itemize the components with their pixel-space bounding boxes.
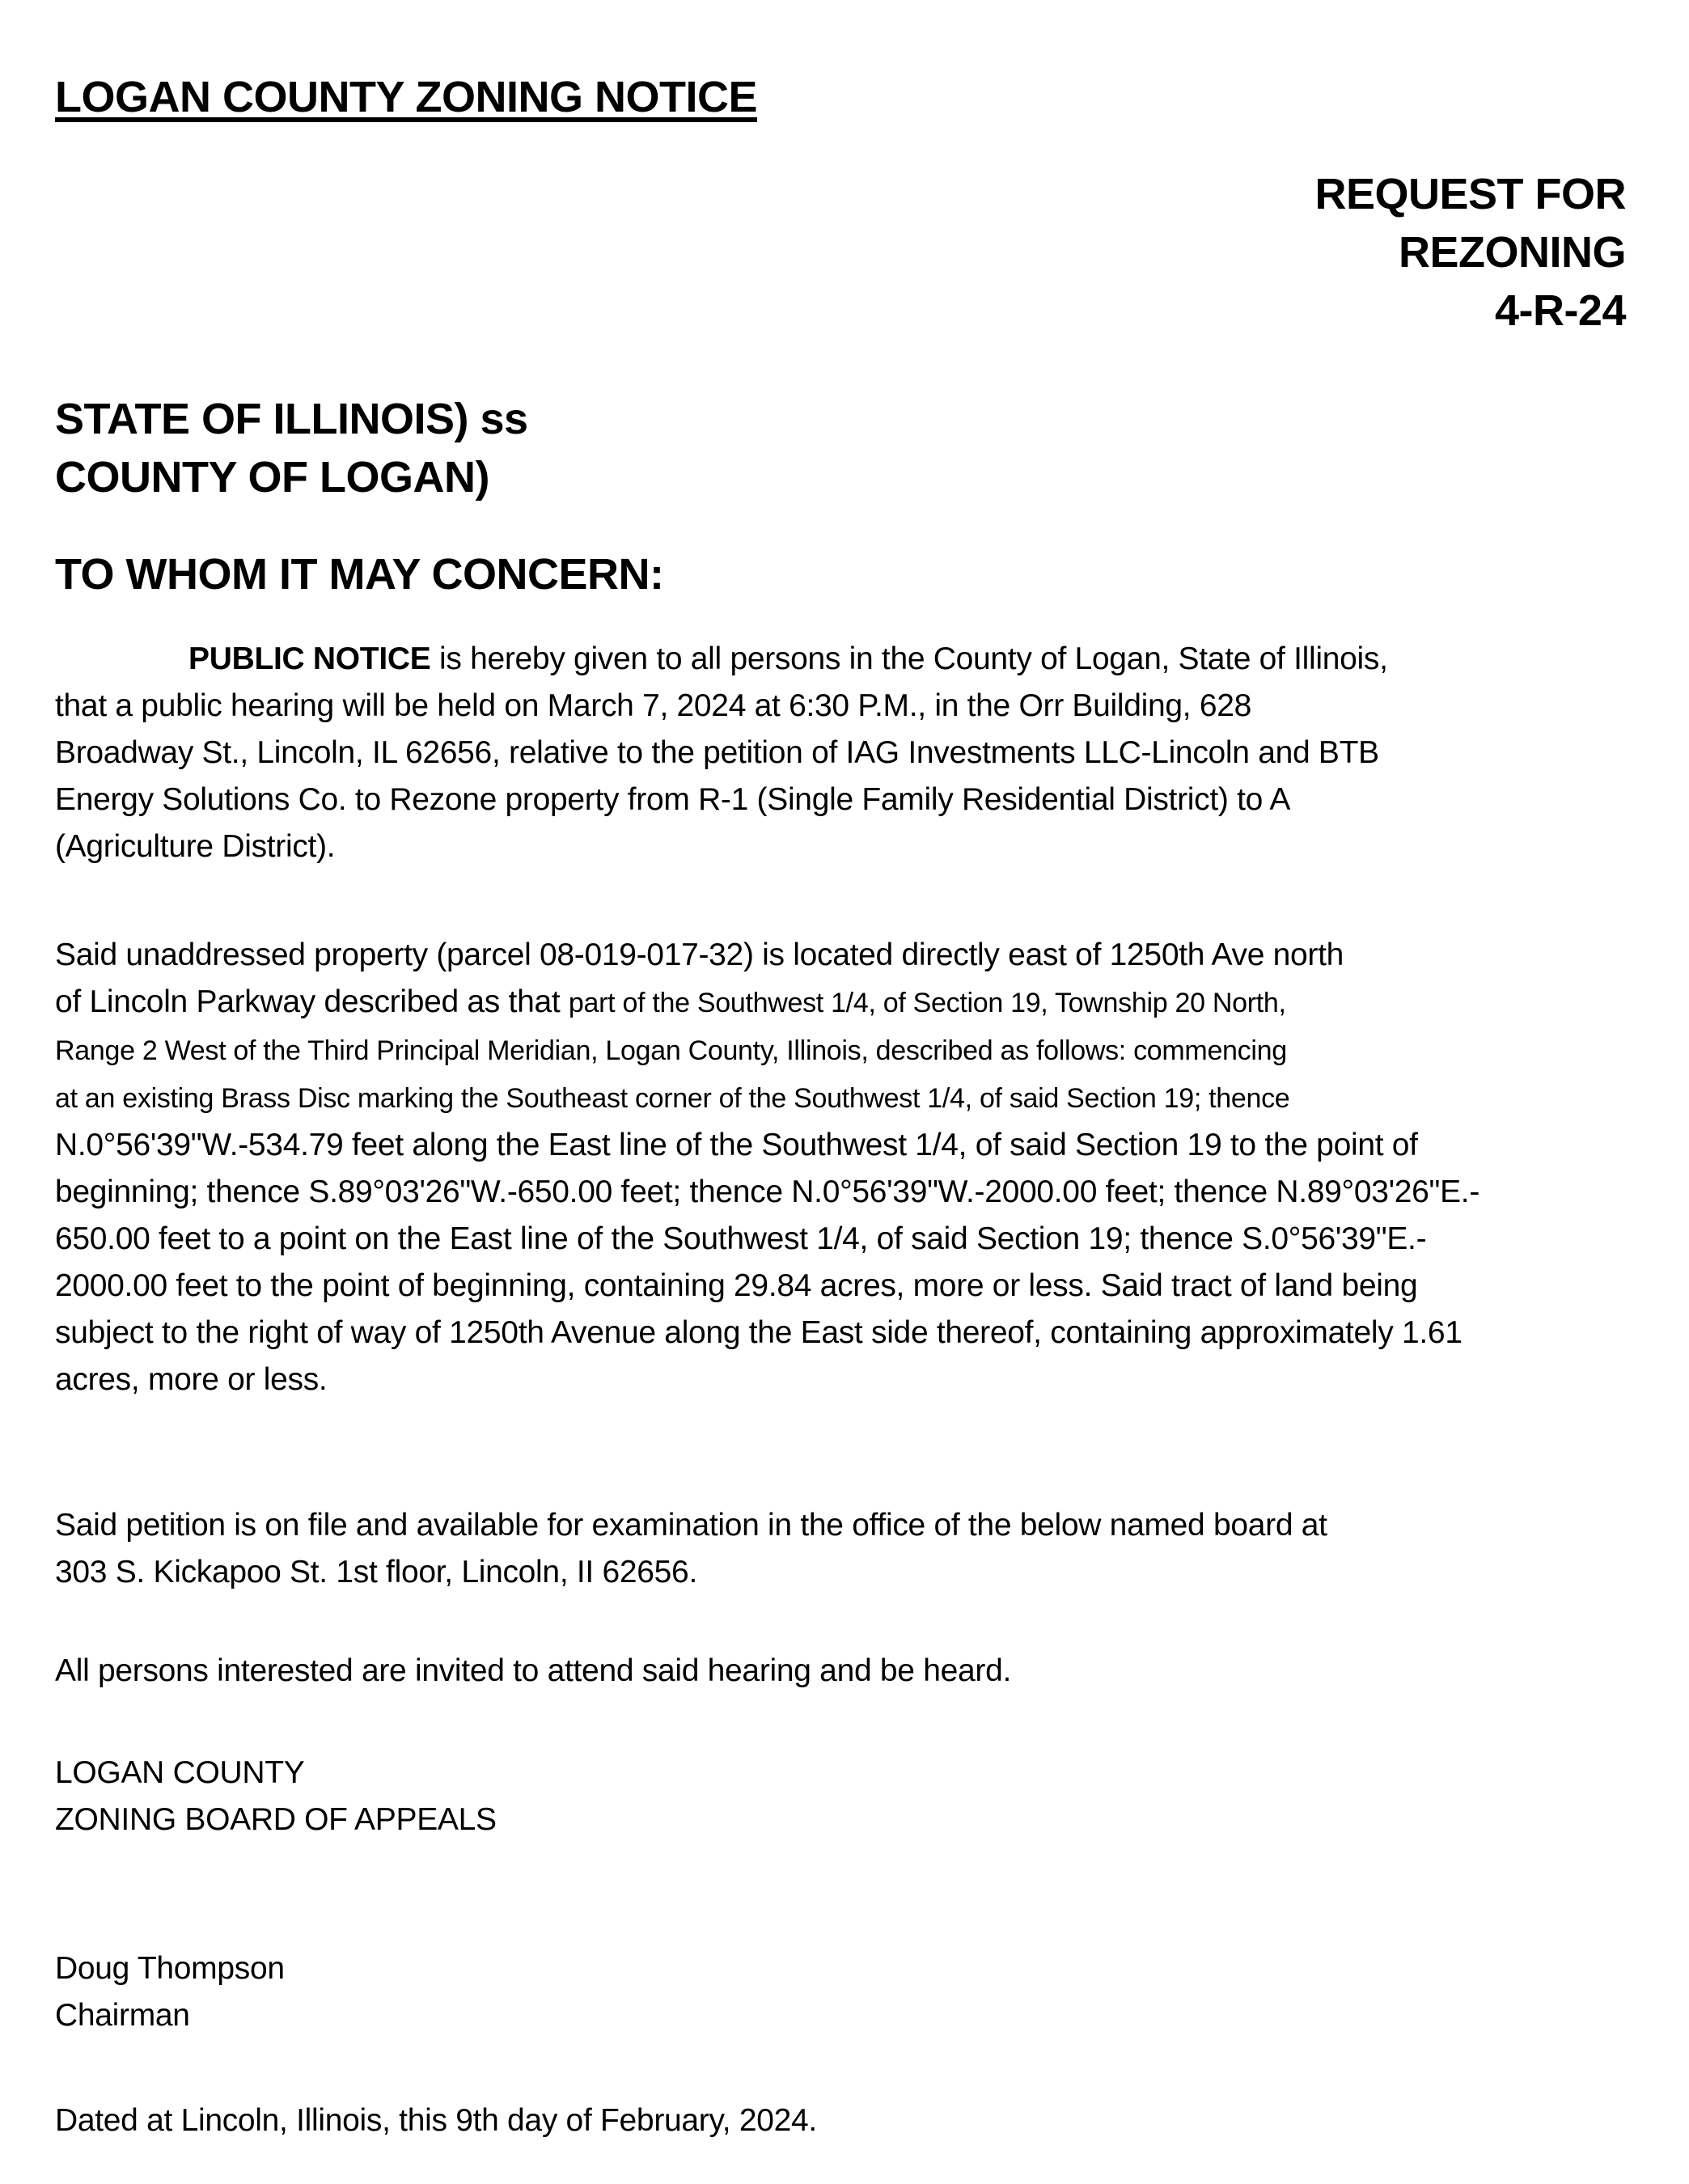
text-line bbox=[55, 1074, 1626, 1122]
text-segment: Chairman bbox=[55, 1998, 190, 2033]
text-line bbox=[55, 1216, 1626, 1263]
invitation-paragraph bbox=[55, 1648, 1626, 1695]
text-line bbox=[55, 1026, 1626, 1074]
text-line bbox=[55, 777, 1626, 823]
text-line bbox=[55, 1169, 1626, 1216]
text-segment: Doug Thompson bbox=[55, 1951, 285, 1986]
text-segment: Dated at Lincoln, Illinois, this 9th day of February, 2024. bbox=[55, 2103, 817, 2138]
text-segment: ZONING BOARD OF APPEALS bbox=[55, 1802, 497, 1837]
dated-line bbox=[55, 2097, 1626, 2144]
text-segment: that a public hearing will be held on March 7, 2024 at 6:30 P.M., in the Orr Building, 628 bbox=[55, 688, 1252, 723]
salutation-block bbox=[55, 545, 1626, 603]
salutation: TO WHOM IT MAY CONCERN: bbox=[55, 550, 664, 599]
text-segment: All persons interested are invited to attend said hearing and be heard. bbox=[55, 1653, 1011, 1688]
text-line bbox=[55, 683, 1626, 730]
text-segment: of Lincoln Parkway described as that bbox=[55, 984, 569, 1019]
text-segment: Energy Solutions Co. to Rezone property from R-1 (Single Family Residential District) to A bbox=[55, 782, 1291, 817]
case-label-line-rezoning: REZONING bbox=[1398, 228, 1626, 277]
text-line bbox=[55, 1263, 1626, 1310]
petition-location-paragraph bbox=[55, 1502, 1626, 1596]
text-line bbox=[55, 979, 1626, 1026]
text-line bbox=[55, 730, 1626, 777]
text-segment: beginning; thence S.89°03'26"W.-650.00 feet; thence N.0°56'39"W.-2000.00 feet; thence N.89°03'26"E.- bbox=[55, 1175, 1480, 1209]
text-segment: N.0°56'39"W.-534.79 feet along the East line of the Southwest 1/4, of said Section 19 to the point of bbox=[55, 1128, 1418, 1162]
text-line bbox=[55, 1502, 1626, 1549]
text-line bbox=[55, 636, 1626, 683]
text-segment: 303 S. Kickapoo St. 1st floor, Lincoln, II 62656. bbox=[55, 1555, 697, 1589]
text-line bbox=[55, 1992, 1626, 2039]
page-title: LOGAN COUNTY ZONING NOTICE bbox=[55, 73, 758, 121]
legal-description-paragraph bbox=[55, 932, 1626, 1403]
text-segment: subject to the right of way of 1250th Avenue along the East side thereof, containing approximately 1.61 bbox=[55, 1315, 1463, 1350]
text-segment: Range 2 West of the Third Principal Meridian, Logan County, Illinois, described as follows: commencing bbox=[55, 1035, 1287, 1066]
text-line bbox=[55, 1310, 1626, 1357]
text-segment: (Agriculture District). bbox=[55, 829, 336, 864]
text-segment: is hereby given to all persons in the County of Logan, State of Illinois, bbox=[430, 641, 1388, 676]
text-line bbox=[55, 2097, 1626, 2144]
text-segment: 2000.00 feet to the point of beginning, containing 29.84 acres, more or less. Said tract of land being bbox=[55, 1268, 1418, 1303]
venue-county-line: COUNTY OF LOGAN) bbox=[55, 453, 489, 502]
text-segment: Broadway St., Lincoln, IL 62656, relative to the petition of IAG Investments LLC-Lincoln and BTB bbox=[55, 735, 1379, 770]
text-line bbox=[55, 1122, 1626, 1169]
signature-block bbox=[55, 1945, 1626, 2039]
venue-state-line: STATE OF ILLINOIS) ss bbox=[55, 395, 528, 443]
text-segment: part of the Southwest 1/4, of Section 19, Township 20 North, bbox=[568, 988, 1286, 1018]
board-name-block bbox=[55, 1750, 1626, 1843]
text-segment: Said petition is on file and available for examination in the office of the below named board at bbox=[55, 1508, 1327, 1543]
notice-title-block bbox=[55, 68, 1626, 126]
text-line bbox=[55, 1549, 1626, 1596]
text-segment: LOGAN COUNTY bbox=[55, 1755, 305, 1790]
text-line bbox=[55, 1797, 1626, 1843]
text-line bbox=[55, 1945, 1626, 1992]
text-line bbox=[55, 1750, 1626, 1797]
text-segment: at an existing Brass Disc marking the Southeast corner of the Southwest 1/4, of said Section 19; thence bbox=[55, 1083, 1290, 1114]
text-segment: acres, more or less. bbox=[55, 1362, 328, 1397]
case-label-line-request: REQUEST FOR bbox=[1314, 170, 1626, 218]
text-line bbox=[55, 932, 1626, 979]
case-label-block bbox=[55, 165, 1626, 340]
text-segment: Said unaddressed property (parcel 08-019-017-32) is located directly east of 1250th Ave north bbox=[55, 938, 1344, 972]
document-body bbox=[55, 636, 1626, 2144]
text-line bbox=[55, 1648, 1626, 1695]
text-line bbox=[55, 1357, 1626, 1403]
venue-block bbox=[55, 390, 1626, 506]
public-notice-paragraph bbox=[55, 636, 1626, 870]
text-line bbox=[55, 823, 1626, 870]
case-number: 4-R-24 bbox=[1494, 286, 1626, 335]
text-segment: 650.00 feet to a point on the East line of the Southwest 1/4, of said Section 19; thence S.0°56'39"E.- bbox=[55, 1221, 1427, 1256]
text-segment: PUBLIC NOTICE bbox=[188, 641, 431, 676]
